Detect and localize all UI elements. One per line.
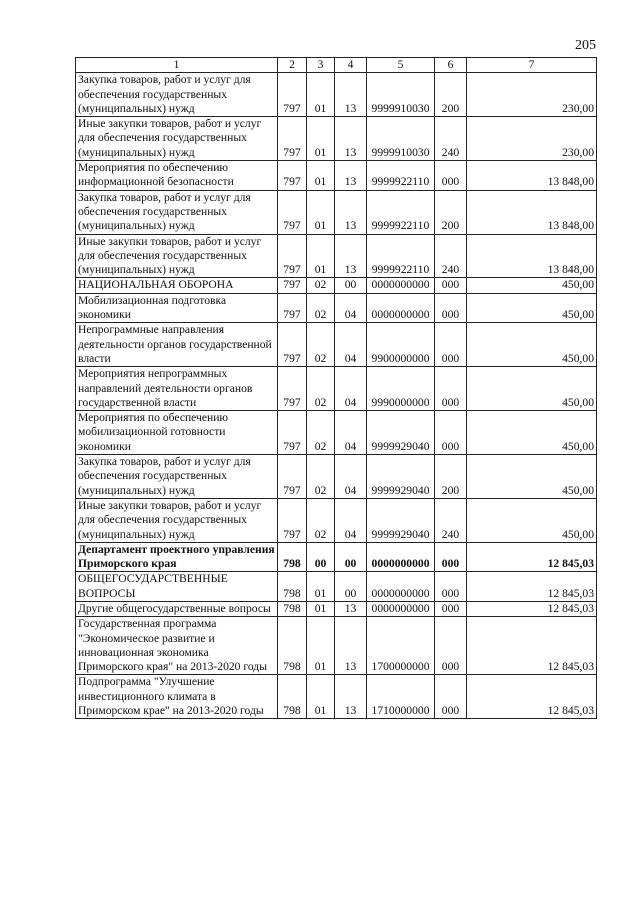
row-code: 797	[278, 498, 307, 542]
row-subsection: 13	[335, 161, 367, 191]
row-subsection: 04	[335, 323, 367, 367]
row-section: 02	[307, 293, 335, 323]
row-name: Мероприятия непрограммных направлений деятельности органов государственной власти	[76, 367, 278, 411]
table-row	[76, 73, 597, 117]
table-row	[76, 411, 597, 455]
row-subsection: 04	[335, 455, 367, 499]
row-target-code: 9999922110	[367, 161, 435, 191]
row-section: 01	[307, 161, 335, 191]
row-target-code: 9999910030	[367, 73, 435, 117]
row-target-code: 9900000000	[367, 323, 435, 367]
row-amount: 450,00	[467, 498, 597, 542]
row-code: 797	[278, 323, 307, 367]
row-section: 01	[307, 675, 335, 719]
row-name: Государственная программа "Экономическое развитие и инновационная экономика Приморского края" на 2013-2020 годы	[76, 617, 278, 675]
row-section: 02	[307, 498, 335, 542]
table-row	[76, 367, 597, 411]
row-name: Закупка товаров, работ и услуг для обеспечения государственных (муниципальных) нужд	[76, 73, 278, 117]
row-name: ОБЩЕГОСУДАРСТВЕННЫЕ ВОПРОСЫ	[76, 572, 278, 602]
row-subsection: 13	[335, 617, 367, 675]
row-target-code: 9990000000	[367, 367, 435, 411]
row-expense-type: 000	[435, 675, 467, 719]
row-expense-type: 240	[435, 498, 467, 542]
row-target-code: 0000000000	[367, 572, 435, 602]
row-code: 797	[278, 117, 307, 161]
row-amount: 450,00	[467, 367, 597, 411]
row-target-code: 9999929040	[367, 411, 435, 455]
row-amount: 13 848,00	[467, 234, 597, 278]
row-subsection: 04	[335, 411, 367, 455]
row-section: 01	[307, 234, 335, 278]
row-target-code: 1700000000	[367, 617, 435, 675]
table-row	[76, 455, 597, 499]
row-name: Мероприятия по обеспечению информационной безопасности	[76, 161, 278, 191]
row-code: 797	[278, 190, 307, 234]
row-section: 02	[307, 455, 335, 499]
table-row	[76, 542, 597, 572]
row-subsection: 13	[335, 73, 367, 117]
row-expense-type: 000	[435, 411, 467, 455]
row-expense-type: 000	[435, 367, 467, 411]
row-section: 01	[307, 617, 335, 675]
row-name: Закупка товаров, работ и услуг для обеспечения государственных (муниципальных) нужд	[76, 190, 278, 234]
row-expense-type: 000	[435, 161, 467, 191]
row-amount: 230,00	[467, 117, 597, 161]
row-code: 798	[278, 675, 307, 719]
row-name: Иные закупки товаров, работ и услуг для обеспечения государственных (муниципальных) нужд	[76, 498, 278, 542]
row-expense-type: 000	[435, 572, 467, 602]
row-amount: 12 845,03	[467, 617, 597, 675]
row-name: Департамент проектного управления Приморского края	[76, 542, 278, 572]
row-name: Мероприятия по обеспечению мобилизационной готовности экономики	[76, 411, 278, 455]
row-target-code: 9999922110	[367, 190, 435, 234]
row-target-code: 9999929040	[367, 455, 435, 499]
row-expense-type: 240	[435, 234, 467, 278]
page-number: 205	[575, 38, 596, 53]
column-header: 7	[467, 58, 597, 73]
row-subsection: 13	[335, 675, 367, 719]
table-row	[76, 572, 597, 602]
row-amount: 450,00	[467, 278, 597, 293]
column-header: 1	[76, 58, 278, 73]
row-code: 797	[278, 411, 307, 455]
row-subsection: 04	[335, 293, 367, 323]
row-name: НАЦИОНАЛЬНАЯ ОБОРОНА	[76, 278, 278, 293]
row-expense-type: 240	[435, 117, 467, 161]
row-subsection: 04	[335, 367, 367, 411]
row-target-code: 0000000000	[367, 542, 435, 572]
row-amount: 12 845,03	[467, 542, 597, 572]
row-section: 01	[307, 117, 335, 161]
row-subsection: 13	[335, 601, 367, 616]
row-code: 797	[278, 293, 307, 323]
table-row	[76, 323, 597, 367]
row-amount: 450,00	[467, 455, 597, 499]
table-row	[76, 293, 597, 323]
row-expense-type: 000	[435, 323, 467, 367]
row-expense-type: 000	[435, 601, 467, 616]
row-code: 797	[278, 234, 307, 278]
column-header: 6	[435, 58, 467, 73]
row-amount: 12 845,03	[467, 572, 597, 602]
row-target-code: 9999910030	[367, 117, 435, 161]
row-amount: 12 845,03	[467, 601, 597, 616]
row-target-code: 9999929040	[367, 498, 435, 542]
table-row	[76, 278, 597, 293]
row-code: 797	[278, 455, 307, 499]
row-name: Мобилизационная подготовка экономики	[76, 293, 278, 323]
row-name: Закупка товаров, работ и услуг для обеспечения государственных (муниципальных) нужд	[76, 455, 278, 499]
row-section: 01	[307, 601, 335, 616]
row-code: 798	[278, 617, 307, 675]
row-name: Иные закупки товаров, работ и услуг для обеспечения государственных (муниципальных) нужд	[76, 117, 278, 161]
row-code: 797	[278, 161, 307, 191]
row-expense-type: 200	[435, 73, 467, 117]
row-target-code: 1710000000	[367, 675, 435, 719]
row-target-code: 0000000000	[367, 293, 435, 323]
row-target-code: 0000000000	[367, 278, 435, 293]
row-section: 02	[307, 411, 335, 455]
row-amount: 13 848,00	[467, 161, 597, 191]
budget-table	[75, 57, 597, 719]
row-subsection: 13	[335, 234, 367, 278]
column-header: 3	[307, 58, 335, 73]
row-amount: 230,00	[467, 73, 597, 117]
table-body	[76, 73, 597, 719]
row-subsection: 04	[335, 498, 367, 542]
table-row	[76, 675, 597, 719]
table-row	[76, 234, 597, 278]
table-row	[76, 161, 597, 191]
row-name: Другие общегосударственные вопросы	[76, 601, 278, 616]
row-expense-type: 000	[435, 278, 467, 293]
row-section: 01	[307, 73, 335, 117]
row-code: 797	[278, 367, 307, 411]
table-row	[76, 617, 597, 675]
row-amount: 450,00	[467, 293, 597, 323]
row-code: 797	[278, 73, 307, 117]
row-section: 02	[307, 278, 335, 293]
table-row	[76, 190, 597, 234]
row-target-code: 9999922110	[367, 234, 435, 278]
row-code: 798	[278, 601, 307, 616]
table-row	[76, 601, 597, 616]
column-header: 5	[367, 58, 435, 73]
row-expense-type: 000	[435, 542, 467, 572]
row-name: Подпрограмма "Улучшение инвестиционного климата в Приморском крае" на 2013-2020 годы	[76, 675, 278, 719]
row-subsection: 13	[335, 190, 367, 234]
row-subsection: 13	[335, 117, 367, 161]
row-expense-type: 000	[435, 293, 467, 323]
row-amount: 13 848,00	[467, 190, 597, 234]
row-section: 02	[307, 367, 335, 411]
row-amount: 450,00	[467, 323, 597, 367]
row-section: 01	[307, 572, 335, 602]
row-expense-type: 200	[435, 190, 467, 234]
column-header: 2	[278, 58, 307, 73]
row-section: 00	[307, 542, 335, 572]
row-expense-type: 200	[435, 455, 467, 499]
row-subsection: 00	[335, 572, 367, 602]
row-expense-type: 000	[435, 617, 467, 675]
row-code: 798	[278, 572, 307, 602]
row-subsection: 00	[335, 542, 367, 572]
row-amount: 450,00	[467, 411, 597, 455]
row-section: 01	[307, 190, 335, 234]
header-row	[76, 58, 597, 73]
row-section: 02	[307, 323, 335, 367]
row-name: Непрограммные направления деятельности органов государственной власти	[76, 323, 278, 367]
row-code: 798	[278, 542, 307, 572]
row-subsection: 00	[335, 278, 367, 293]
row-name: Иные закупки товаров, работ и услуг для обеспечения государственных (муниципальных) нужд	[76, 234, 278, 278]
row-code: 797	[278, 278, 307, 293]
column-header: 4	[335, 58, 367, 73]
table-row	[76, 117, 597, 161]
row-amount: 12 845,03	[467, 675, 597, 719]
table-row	[76, 498, 597, 542]
row-target-code: 0000000000	[367, 601, 435, 616]
